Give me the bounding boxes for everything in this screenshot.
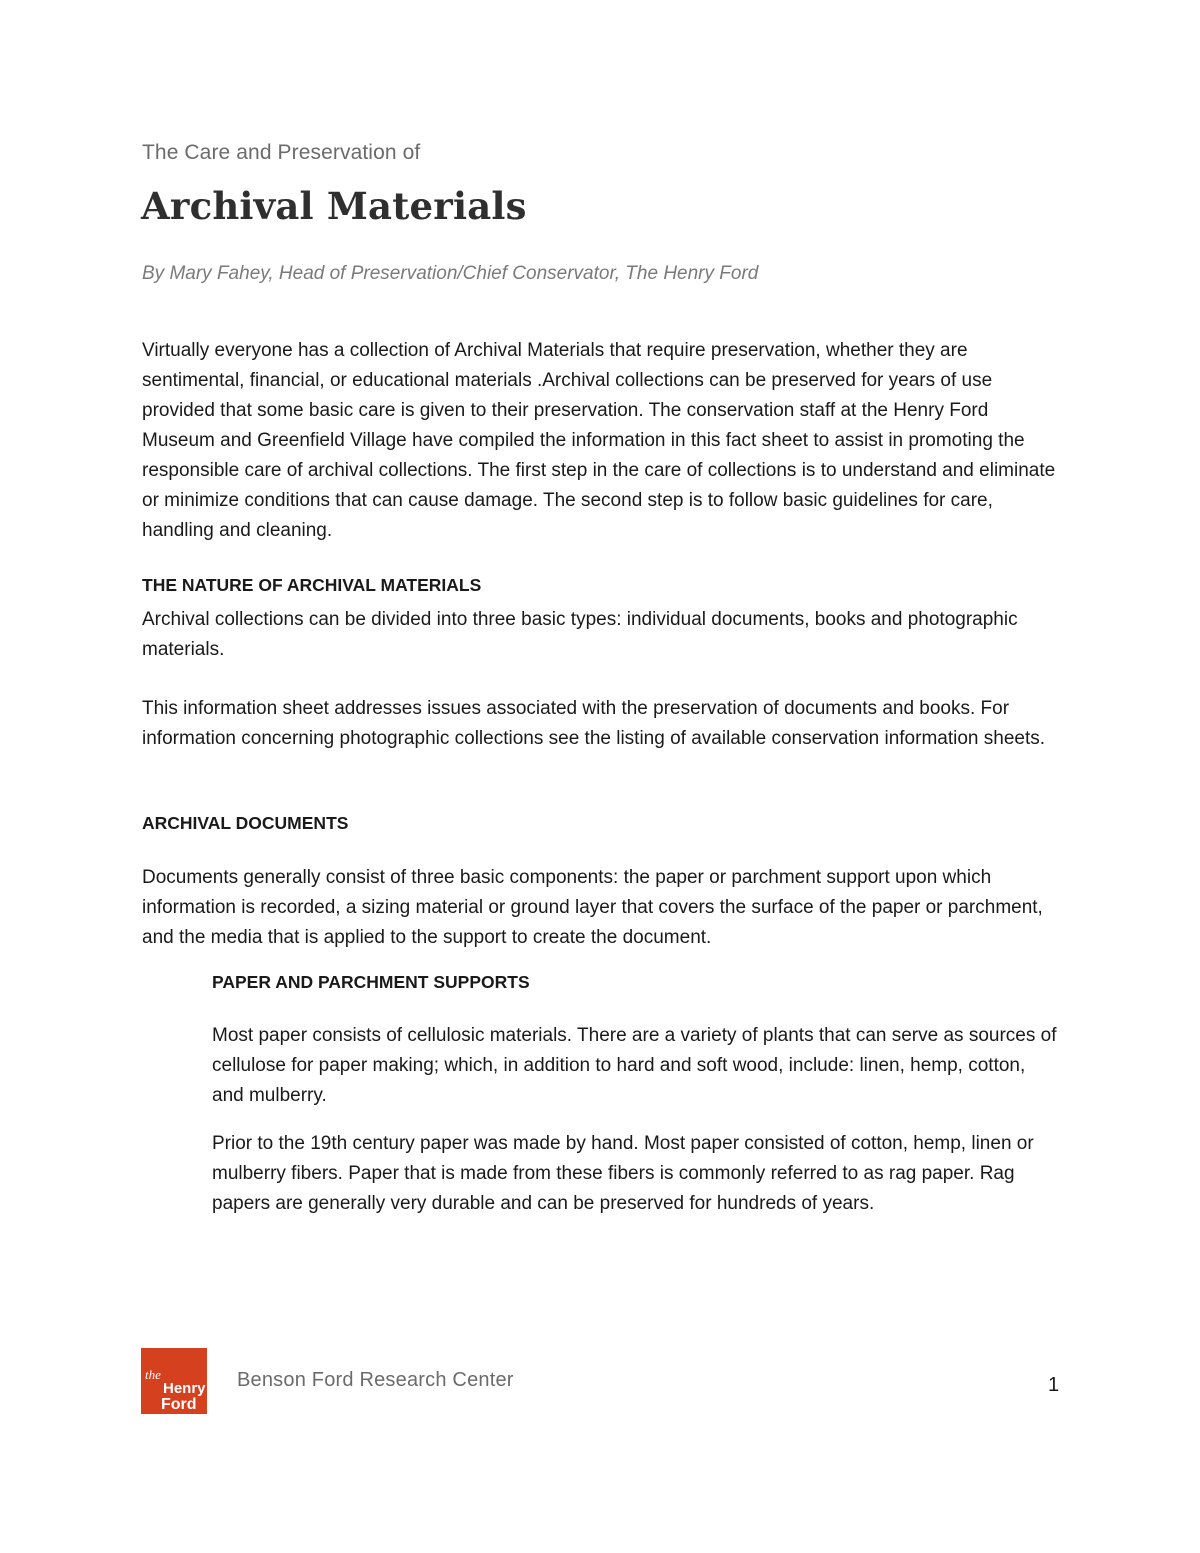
paper-paragraph-2: Prior to the 19th century paper was made by hand. Most paper consisted of cotton, hemp, linen or mulberry fibers. Paper that is made from these fibers is commonly referred to as rag paper. Rag papers are generally very durable and can be preserved for hundreds of years. [212,1133,1034,1214]
svg-text:Henry: Henry [163,1380,206,1397]
documents-paragraph: Documents generally consist of three basic components: the paper or parchment support upon which information is recorded, a sizing material or ground layer that covers the surface of the paper or parchment, and the media that is applied to the support to create the document. [142,867,1043,948]
section-heading-documents: ARCHIVAL DOCUMENTS [142,813,349,833]
page-number: 1 [1048,1374,1060,1396]
document-subtitle: The Care and Preservation of [142,141,421,164]
henry-ford-logo-mark [141,1348,207,1414]
nature-paragraph-2: This information sheet addresses issues associated with the preservation of documents and books. For information concerning photographic collections see the listing of available conservation information sheets. [142,698,1046,749]
author-byline: By Mary Fahey, Head of Preservation/Chief Conservator, The Henry Ford [142,263,759,284]
document-title: Archival Materials [141,184,527,228]
subsection-heading-paper: PAPER AND PARCHMENT SUPPORTS [212,972,530,992]
paper-paragraph-1: Most paper consists of cellulosic materials. There are a variety of plants that can serve as sources of cellulose for paper making; which, in addition to hard and soft wood, include: linen, hemp, cotton, and mulberry. [212,1025,1057,1106]
svg-text:Ford: Ford [161,1396,197,1413]
svg-text:the: the [145,1367,161,1382]
intro-paragraph: Virtually everyone has a collection of Archival Materials that require preservation, whether they are sentimental, financial, or educational materials .Archival collections can be preserved for years of use provided that some basic care is given to their preservation. The conservation staff at the Henry Ford Museum and Greenfield Village have compiled the information in this fact sheet to assist in promoting the responsible care of archival collections. The first step in the care of collections is to understand and eliminate or minimize conditions that can cause damage. The second step is to follow basic guidelines for care, handling and cleaning. [142,340,1056,541]
nature-paragraph-1: Archival collections can be divided into three basic types: individual documents, books and photographic materials. [142,609,1018,660]
footer-research-center: Benson Ford Research Center [237,1369,514,1391]
section-heading-nature: THE NATURE OF ARCHIVAL MATERIALS [142,575,482,595]
henry-ford-logo [141,1348,207,1414]
